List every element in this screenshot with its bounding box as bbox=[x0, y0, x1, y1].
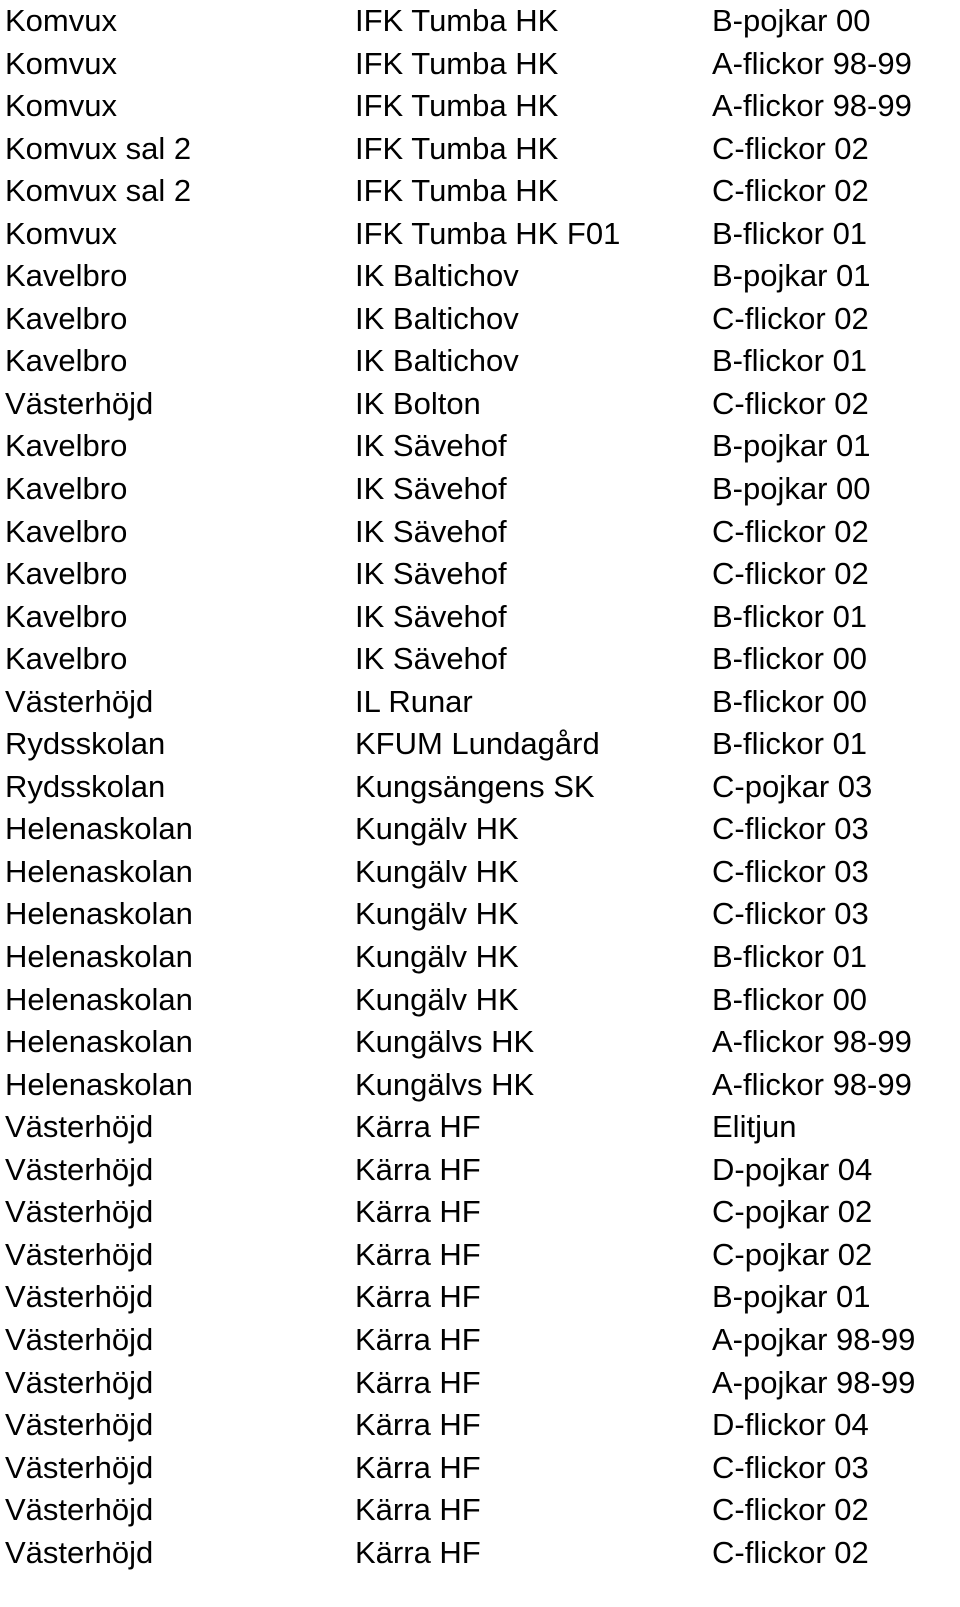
club-cell: Kungälv HK bbox=[355, 811, 519, 847]
table-row bbox=[0, 0, 960, 43]
table-row bbox=[0, 1021, 960, 1064]
group-cell: D-pojkar 04 bbox=[712, 1151, 873, 1187]
venue-cell: Kavelbro bbox=[5, 300, 128, 336]
table-row bbox=[0, 979, 960, 1022]
table-row bbox=[0, 170, 960, 213]
table-row bbox=[0, 1447, 960, 1490]
table-row bbox=[0, 638, 960, 681]
club-cell: Kungälv HK bbox=[355, 981, 519, 1017]
club-cell: Kungälvs HK bbox=[355, 1066, 535, 1102]
club-cell: IFK Tumba HK bbox=[355, 130, 559, 166]
group-cell: B-flickor 00 bbox=[712, 981, 868, 1017]
table-row bbox=[0, 1532, 960, 1575]
venue-cell: Komvux sal 2 bbox=[5, 130, 192, 166]
table-row bbox=[0, 340, 960, 383]
club-cell: KFUM Lundagård bbox=[355, 726, 600, 762]
table-row bbox=[0, 128, 960, 171]
venue-cell: Västerhöjd bbox=[5, 1321, 154, 1357]
venue-cell: Kavelbro bbox=[5, 428, 128, 464]
club-cell: Kärra HF bbox=[355, 1364, 481, 1400]
table-row bbox=[0, 596, 960, 639]
venue-cell: Västerhöjd bbox=[5, 1236, 154, 1272]
table-row bbox=[0, 511, 960, 554]
club-cell: Kungsängens SK bbox=[355, 768, 595, 804]
group-cell: B-flickor 00 bbox=[712, 683, 868, 719]
club-cell: Kungälv HK bbox=[355, 896, 519, 932]
club-cell: IK Bolton bbox=[355, 385, 481, 421]
group-cell: A-pojkar 98-99 bbox=[712, 1321, 916, 1357]
venue-cell: Helenaskolan bbox=[5, 1066, 193, 1102]
table-row bbox=[0, 1149, 960, 1192]
table-row bbox=[0, 43, 960, 86]
venue-cell: Västerhöjd bbox=[5, 1492, 154, 1528]
group-cell: A-pojkar 98-99 bbox=[712, 1364, 916, 1400]
club-cell: Kungälvs HK bbox=[355, 1024, 535, 1060]
table-row bbox=[0, 1191, 960, 1234]
club-cell: IK Sävehof bbox=[355, 513, 507, 549]
venue-cell: Västerhöjd bbox=[5, 1109, 154, 1145]
club-cell: IK Sävehof bbox=[355, 598, 507, 634]
group-cell: B-flickor 00 bbox=[712, 641, 868, 677]
table-row bbox=[0, 1234, 960, 1277]
table-row bbox=[0, 1404, 960, 1447]
group-cell: A-flickor 98-99 bbox=[712, 1024, 912, 1060]
venue-cell: Västerhöjd bbox=[5, 1194, 154, 1230]
table-row bbox=[0, 1489, 960, 1532]
table-row bbox=[0, 383, 960, 426]
club-cell: IFK Tumba HK bbox=[355, 45, 559, 81]
venue-cell: Helenaskolan bbox=[5, 1024, 193, 1060]
club-cell: Kärra HF bbox=[355, 1279, 481, 1315]
group-cell: C-flickor 03 bbox=[712, 896, 869, 932]
group-cell: C-flickor 03 bbox=[712, 1449, 869, 1485]
venue-cell: Helenaskolan bbox=[5, 896, 193, 932]
table-row bbox=[0, 808, 960, 851]
table-row bbox=[0, 468, 960, 511]
table-row bbox=[0, 1276, 960, 1319]
group-cell: C-pojkar 02 bbox=[712, 1194, 873, 1230]
venue-cell: Helenaskolan bbox=[5, 939, 193, 975]
group-cell: B-pojkar 00 bbox=[712, 3, 871, 38]
venue-cell: Västerhöjd bbox=[5, 1364, 154, 1400]
club-cell: Kärra HF bbox=[355, 1236, 481, 1272]
group-cell: C-flickor 02 bbox=[712, 173, 869, 209]
venue-cell: Västerhöjd bbox=[5, 1151, 154, 1187]
group-cell: A-flickor 98-99 bbox=[712, 45, 912, 81]
table-row bbox=[0, 681, 960, 724]
table-row bbox=[0, 851, 960, 894]
group-cell: A-flickor 98-99 bbox=[712, 1066, 912, 1102]
venue-cell: Västerhöjd bbox=[5, 1279, 154, 1315]
group-cell: C-flickor 02 bbox=[712, 556, 869, 592]
group-cell: B-flickor 01 bbox=[712, 726, 868, 762]
club-cell: IFK Tumba HK bbox=[355, 173, 559, 209]
club-cell: Kärra HF bbox=[355, 1109, 481, 1145]
group-cell: B-pojkar 01 bbox=[712, 1279, 871, 1315]
group-cell: C-pojkar 03 bbox=[712, 768, 873, 804]
group-cell: C-flickor 03 bbox=[712, 811, 869, 847]
group-cell: B-flickor 01 bbox=[712, 939, 868, 975]
club-cell: IL Runar bbox=[355, 683, 473, 719]
table-row bbox=[0, 1064, 960, 1107]
venue-cell: Kavelbro bbox=[5, 513, 128, 549]
club-cell: IK Baltichov bbox=[355, 343, 519, 379]
venue-cell: Helenaskolan bbox=[5, 811, 193, 847]
venue-cell: Västerhöjd bbox=[5, 385, 154, 421]
table-row bbox=[0, 893, 960, 936]
venue-cell: Rydsskolan bbox=[5, 726, 166, 762]
venue-cell: Västerhöjd bbox=[5, 683, 154, 719]
group-cell: C-flickor 02 bbox=[712, 513, 869, 549]
club-cell: IK Sävehof bbox=[355, 428, 507, 464]
club-cell: IK Sävehof bbox=[355, 556, 507, 592]
club-cell: Kärra HF bbox=[355, 1151, 481, 1187]
group-cell: A-flickor 98-99 bbox=[712, 88, 912, 124]
group-cell: B-flickor 01 bbox=[712, 343, 868, 379]
table-row bbox=[0, 425, 960, 468]
club-cell: IK Sävehof bbox=[355, 471, 507, 507]
group-cell: C-flickor 03 bbox=[712, 853, 869, 889]
club-cell: Kungälv HK bbox=[355, 939, 519, 975]
venue-cell: Komvux sal 2 bbox=[5, 173, 192, 209]
club-cell: IK Sävehof bbox=[355, 641, 507, 677]
venue-cell: Komvux bbox=[5, 3, 117, 38]
table-row bbox=[0, 1362, 960, 1405]
table-row bbox=[0, 766, 960, 809]
venue-cell: Kavelbro bbox=[5, 343, 128, 379]
table-row bbox=[0, 298, 960, 341]
club-cell: IFK Tumba HK bbox=[355, 88, 559, 124]
venue-cell: Helenaskolan bbox=[5, 853, 193, 889]
table-row bbox=[0, 255, 960, 298]
venue-cell: Kavelbro bbox=[5, 258, 128, 294]
club-cell: IFK Tumba HK bbox=[355, 3, 559, 38]
table-row bbox=[0, 936, 960, 979]
venue-cell: Kavelbro bbox=[5, 641, 128, 677]
venue-cell: Västerhöjd bbox=[5, 1449, 154, 1485]
club-cell: IFK Tumba HK F01 bbox=[355, 215, 621, 251]
venue-cell: Komvux bbox=[5, 215, 117, 251]
group-cell: Elitjun bbox=[712, 1109, 797, 1145]
group-cell: C-flickor 02 bbox=[712, 1534, 869, 1570]
venue-cell: Rydsskolan bbox=[5, 768, 166, 804]
club-cell: Kungälv HK bbox=[355, 853, 519, 889]
club-cell: Kärra HF bbox=[355, 1534, 481, 1570]
venue-cell: Helenaskolan bbox=[5, 981, 193, 1017]
venue-cell: Komvux bbox=[5, 88, 117, 124]
group-cell: B-flickor 01 bbox=[712, 598, 868, 634]
group-cell: C-flickor 02 bbox=[712, 300, 869, 336]
venue-cell: Västerhöjd bbox=[5, 1534, 154, 1570]
table-row bbox=[0, 85, 960, 128]
club-cell: Kärra HF bbox=[355, 1449, 481, 1485]
group-cell: B-flickor 01 bbox=[712, 215, 868, 251]
venue-cell: Kavelbro bbox=[5, 556, 128, 592]
group-cell: B-pojkar 01 bbox=[712, 258, 871, 294]
table-row bbox=[0, 553, 960, 596]
venue-cell: Kavelbro bbox=[5, 471, 128, 507]
group-cell: C-flickor 02 bbox=[712, 1492, 869, 1528]
venue-cell: Kavelbro bbox=[5, 598, 128, 634]
table-row bbox=[0, 213, 960, 256]
club-cell: IK Baltichov bbox=[355, 300, 519, 336]
group-cell: C-flickor 02 bbox=[712, 385, 869, 421]
group-cell: C-pojkar 02 bbox=[712, 1236, 873, 1272]
club-cell: Kärra HF bbox=[355, 1321, 481, 1357]
club-cell: Kärra HF bbox=[355, 1407, 481, 1443]
venue-cell: Västerhöjd bbox=[5, 1407, 154, 1443]
table-row bbox=[0, 723, 960, 766]
club-cell: IK Baltichov bbox=[355, 258, 519, 294]
club-cell: Kärra HF bbox=[355, 1492, 481, 1528]
group-cell: C-flickor 02 bbox=[712, 130, 869, 166]
table-row bbox=[0, 1319, 960, 1362]
group-cell: B-pojkar 01 bbox=[712, 428, 871, 464]
group-cell: D-flickor 04 bbox=[712, 1407, 869, 1443]
club-cell: Kärra HF bbox=[355, 1194, 481, 1230]
table-row bbox=[0, 1106, 960, 1149]
group-cell: B-pojkar 00 bbox=[712, 471, 871, 507]
venue-cell: Komvux bbox=[5, 45, 117, 81]
